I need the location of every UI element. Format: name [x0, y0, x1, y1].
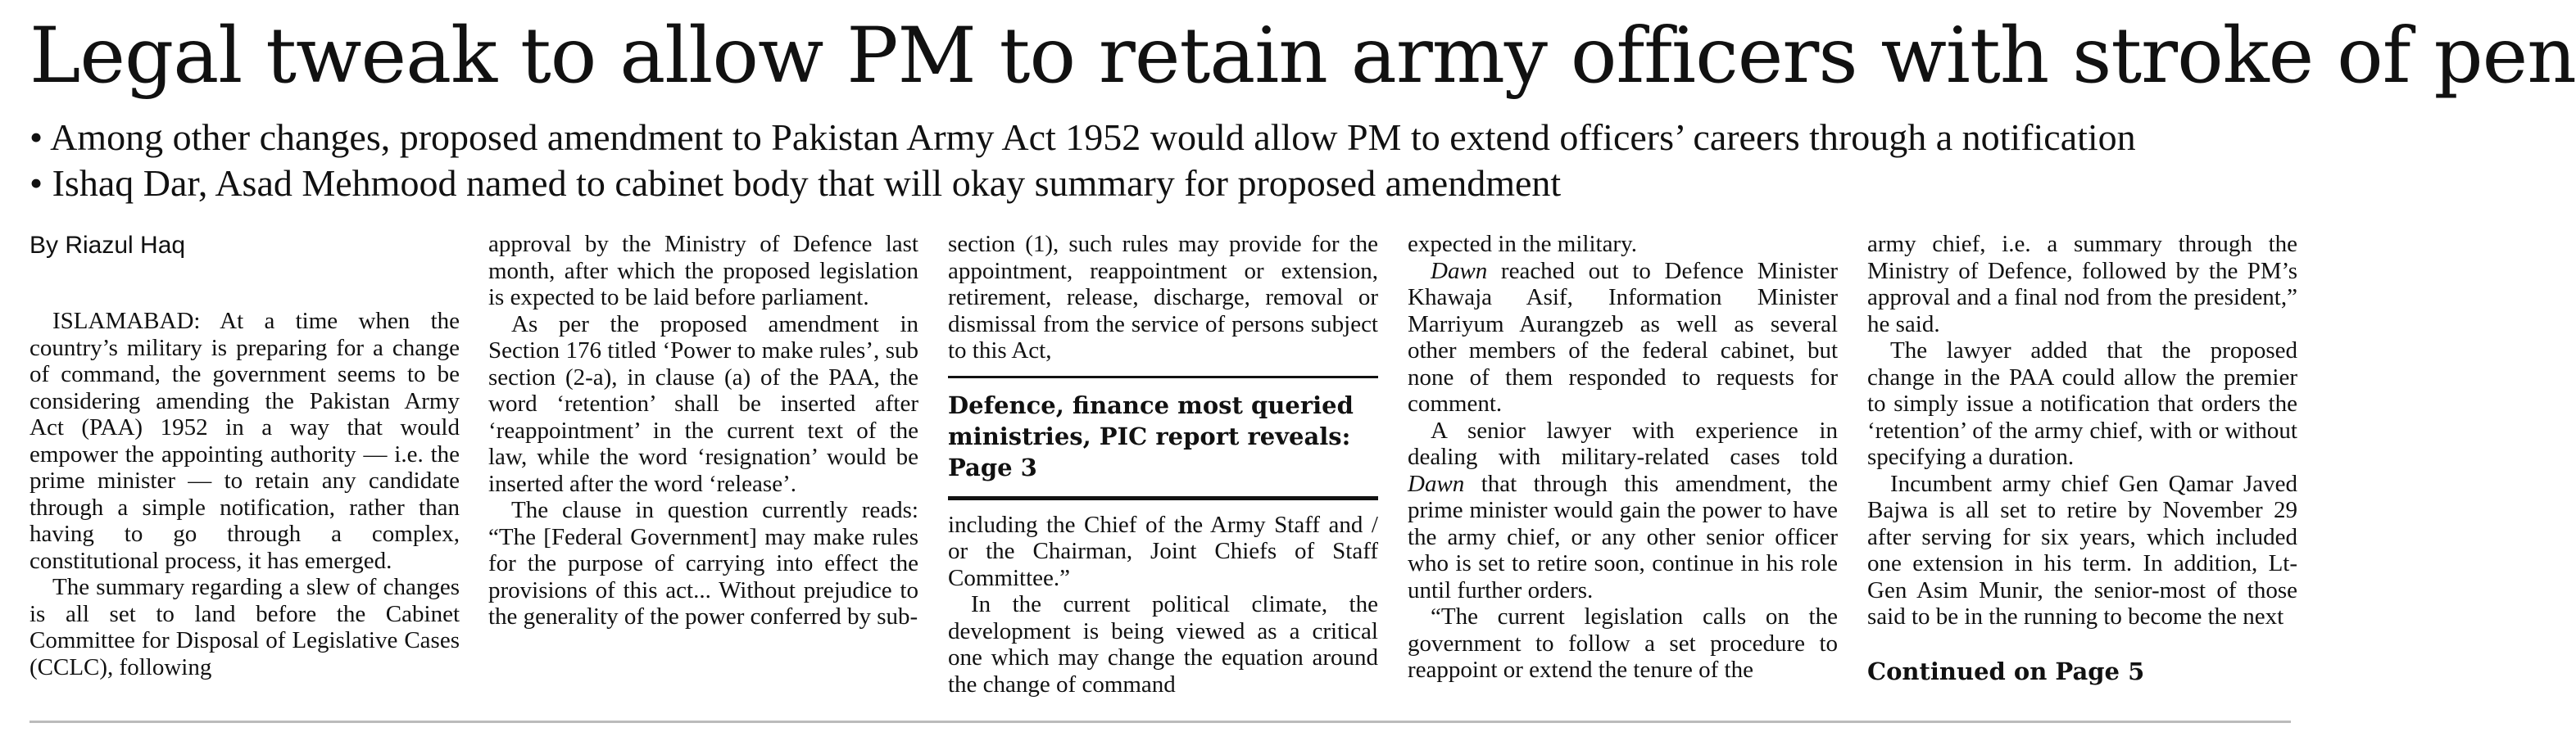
paragraph [1408, 258, 1838, 418]
summary-bullets [29, 115, 2291, 206]
bottom-divider [29, 721, 2291, 723]
paragraph: section (1), such rules may provide for the appointment, reappointment or extension, retirement, release, discharge, removal or dismissal from the service of persons subject to this Act, [948, 231, 1378, 364]
paragraph: army chief, i.e. a summary through the Ministry of Defence, followed by the PM’s approval and a final nod from the president,” he said. [1867, 231, 2297, 337]
paragraph: The summary regarding a slew of changes is all set to land before the Cabinet Committee for Disposal of Legislative Cases (CCLC), following [29, 574, 460, 680]
article-column-1 [29, 308, 460, 680]
paragraph: The clause in question currently reads: “The [Federal Government] may make rules for the purpose of carrying into effect the provisions of this act... Without prejudice to the generality of the power conferred by sub- [488, 497, 918, 630]
article-column-3 [948, 231, 1378, 698]
publication-name: Dawn [1408, 470, 1465, 497]
article-column-4 [1408, 231, 1838, 684]
paragraph: “The current legislation calls on the government to follow a set procedure to reappoint or extend the tenure of the [1408, 603, 1838, 683]
paragraph: The lawyer added that the proposed change in the PAA could allow the premier to simply issue a notification that orders the ‘retention’ of the army chief, with or without specifying a duration. [1867, 337, 2297, 470]
cross-reference-teaser[interactable]: Defence, finance most queried ministries, PIC report reveals: Page 3 [948, 376, 1378, 500]
paragraph [1408, 418, 1838, 604]
byline: By Riazul Haq [29, 232, 186, 259]
article-column-2 [488, 231, 918, 630]
paragraph-text: A senior lawyer with experience in dealing with military-related cases told [1408, 417, 1838, 470]
paragraph: As per the proposed amendment in Section 176 titled ‘Power to make rules’, sub section (2-a), in clause (a) of the PAA, the word ‘retention’ shall be inserted after ‘reappointment’ in the current text of the law, while the word ‘resignation’ would be inserted after the word ‘release’. [488, 310, 918, 497]
paragraph: Incumbent army chief Gen Qamar Javed Bajwa is all set to retire by November 29 after serving for six years, which included one extension in his term. In addition, Lt-Gen Asim Munir, the senior-most of those said to be in the running to become the next [1867, 470, 2297, 630]
summary-bullet: • Ishaq Dar, Asad Mehmood named to cabinet body that will okay summary for proposed amendment [29, 162, 1562, 204]
paragraph-text: that through this amendment, the prime minister would gain the power to have the army chief, or any other senior officer who is set to retire soon, continue in his role until further orders. [1408, 470, 1838, 603]
paragraph: expected in the military. [1408, 231, 1637, 257]
article-column-5 [1867, 231, 2297, 685]
paragraph: including the Chief of the Army Staff and / or the Chairman, Joint Chiefs of Staff Committee.” [948, 511, 1378, 591]
publication-name: Dawn [1431, 257, 1488, 284]
continued-link[interactable]: Continued on Page 5 [1867, 657, 2145, 685]
summary-bullet: • Among other changes, proposed amendment to Pakistan Army Act 1952 would allow PM to extend officers’ careers through a notification [29, 116, 2136, 158]
paragraph: approval by the Ministry of Defence last month, after which the proposed legislation is expected to be laid before parliament. [488, 231, 918, 310]
paragraph-text: reached out to Defence Minister Khawaja Asif, Information Minister Marriyum Aurangzeb as well as several other members of the federal cabinet, but none of them responded to requests for comment. [1408, 257, 1838, 417]
headline: Legal tweak to allow PM to retain army officers with stroke of pen [29, 11, 2576, 101]
paragraph: In the current political climate, the development is being viewed as a critical one which may change the equation around the change of command [948, 591, 1378, 698]
paragraph: ISLAMABAD: At a time when the country’s military is preparing for a change of command, the government seems to be considering amending the Pakistan Army Act (PAA) 1952 in a way that would empower the appointing authority — i.e. the prime minister — to retain any candidate through a simple notification, rather than having to go through a complex, constitutional process, it has emerged. [29, 308, 460, 574]
